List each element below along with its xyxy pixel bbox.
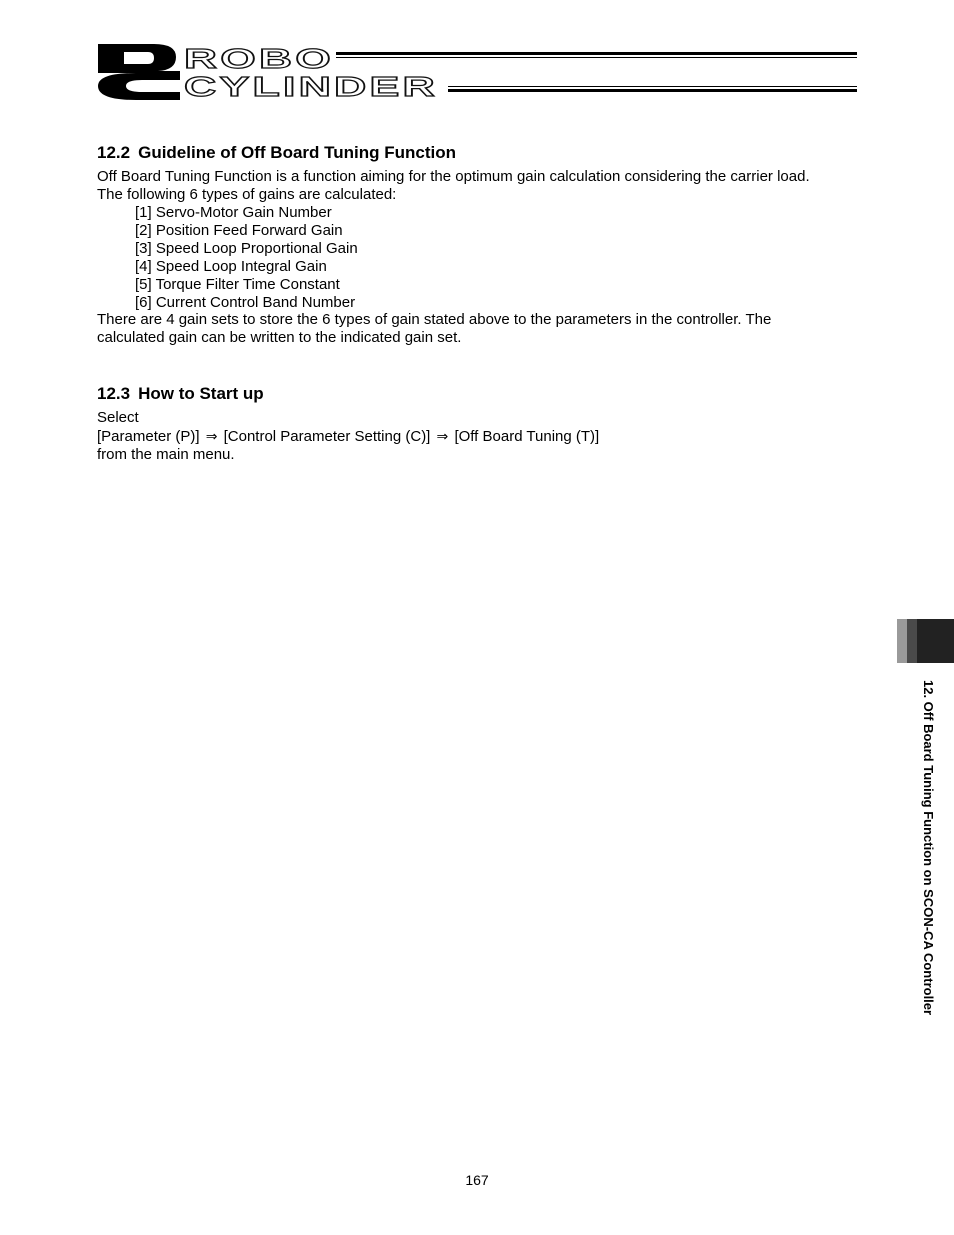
section-title: Guideline of Off Board Tuning Function — [138, 143, 457, 162]
section-12-2-outro — [97, 311, 771, 347]
menu-path-step: [Off Board Tuning (T)] — [454, 428, 600, 445]
header-rule-top — [336, 52, 857, 58]
select-line: Select — [97, 409, 139, 426]
list-item: [6] Current Control Band Number — [135, 294, 356, 311]
header-rule-bottom — [448, 86, 857, 92]
page-number: 167 — [465, 1172, 489, 1188]
section-12-3-heading — [97, 384, 264, 404]
arrow-right-icon: ⇒ — [436, 429, 449, 445]
list-item: [2] Position Feed Forward Gain — [135, 222, 343, 239]
section-number: 12.2 — [97, 143, 131, 162]
list-item: [3] Speed Loop Proportional Gain — [135, 240, 358, 257]
list-item: [1] Servo-Motor Gain Number — [135, 204, 332, 221]
logo-text-cylinder: CYLINDER — [184, 71, 438, 102]
menu-path — [97, 428, 599, 446]
logo-c-mark — [98, 73, 180, 100]
from-main-menu-line: from the main menu. — [97, 446, 235, 463]
gain-types-list — [135, 204, 358, 312]
outro-line: There are 4 gain sets to store the 6 types of gain stated above to the parameters in the controller. The — [97, 311, 772, 328]
intro-line: The following 6 types of gains are calculated: — [97, 186, 397, 203]
section-12-3-body — [97, 409, 599, 464]
list-item: [5] Torque Filter Time Constant — [135, 276, 340, 293]
logo-r-mark — [98, 44, 180, 73]
section-12-2-intro — [97, 168, 810, 204]
logo-text-robo: ROBO — [184, 43, 334, 74]
section-number: 12.3 — [97, 384, 131, 403]
outro-line: calculated gain can be written to the indicated gain set. — [97, 329, 462, 346]
menu-path-step: [Parameter (P)] — [97, 428, 200, 445]
section-title: How to Start up — [138, 384, 264, 403]
menu-path-step: [Control Parameter Setting (C)] — [223, 428, 431, 445]
chapter-side-label: 12. Off Board Tuning Function on SCON-CA Controller — [921, 680, 936, 1016]
intro-line: Off Board Tuning Function is a function aiming for the optimum gain calculation considering the carrier load. — [97, 168, 810, 185]
list-item: [4] Speed Loop Integral Gain — [135, 258, 327, 275]
section-12-2-heading — [97, 143, 456, 163]
robo-cylinder-logo — [96, 42, 441, 102]
chapter-tab — [897, 619, 954, 663]
arrow-right-icon: ⇒ — [205, 429, 218, 445]
